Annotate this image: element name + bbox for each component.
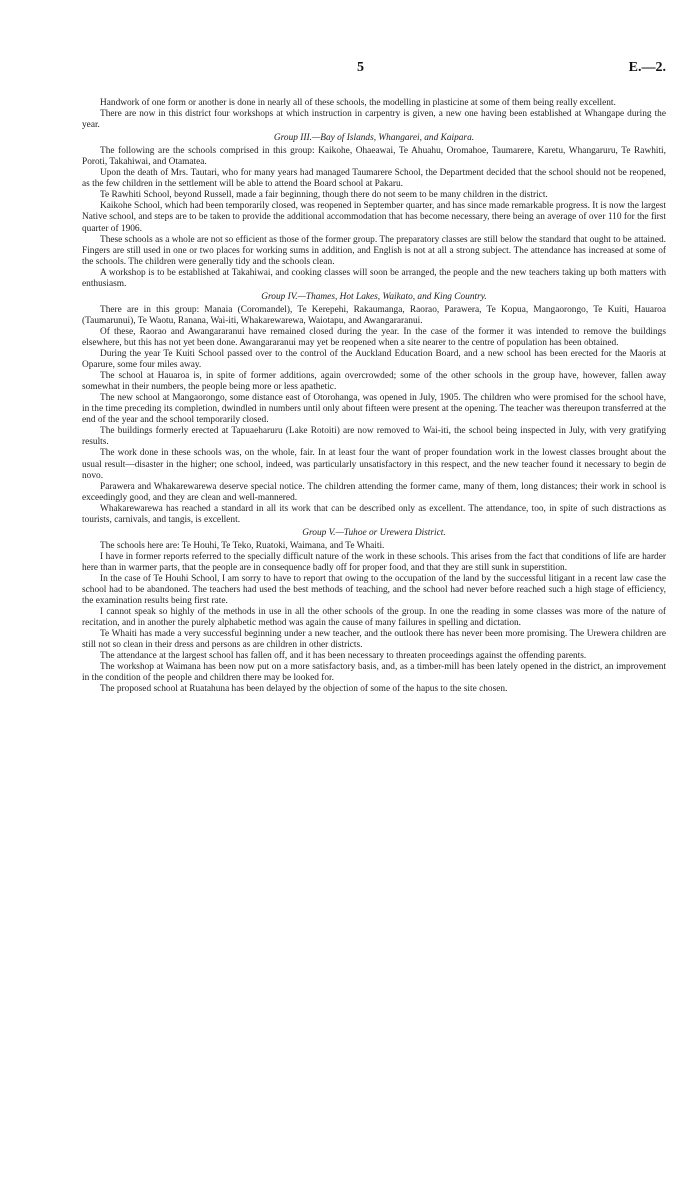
paragraph: The work done in these schools was, on the whole, fair. In at least four the want of proper foundation work in the lowest classes brought about the usual result—disaster in the higher; one school, indeed, was particularly unsatisfactory in this respect, and the new teacher found it necessary to begin de novo. [82,448,666,481]
document-body [82,98,666,695]
document-reference: E.—2. [628,60,666,75]
paragraph: Te Whaiti has made a very successful beginning under a new teacher, and the outlook there has never been more promising. The Urewera children are still not so clean in their dress and persons as are children in other districts. [82,629,666,651]
paragraph: The proposed school at Ruatahuna has been delayed by the objection of some of the hapus to the site chosen. [100,684,508,695]
paragraph: The buildings formerly erected at Tapuaeharuru (Lake Rotoiti) are now removed to Wai-iti, the school being inspected in July, with very gratifying results. [82,426,666,448]
paragraph: The workshop at Waimana has been now put on a more satisfactory basis, and, as a timber-mill has been lately opened in the district, an improvement in the condition of the people and children there may be looked for. [82,662,666,684]
paragraph: The attendance at the largest school has fallen off, and it has been necessary to threaten proceedings against the offending parents. [100,651,587,662]
paragraph: The following are the schools comprised in this group: Kaikohe, Ohaeawai, Te Ahuahu, Oromahoe, Taumarere, Karetu, Whangaruru, Te Rawhiti, Poroti, Takahiwai, and Otamatea. [82,146,666,168]
section-heading-group-5: Group V.—Tuhoe or Urewera District. [302,527,446,538]
paragraph: I have in former reports referred to the specially difficult nature of the work in these schools. This arises from the fact that conditions of life are harder here than in warmer parts, that the people are in consequence badly off for proper food, and that they are still sunk in superstition. [82,551,666,573]
paragraph: These schools as a whole are not so efficient as those of the former group. The preparatory classes are still below the standard that ought to be attained. Fingers are still used in one or two places for working sums in addition, and English is not at all a strong subject. The attendance has increased at some of the schools. The children were generally tidy and the schools clean. [82,234,666,267]
paragraph: I cannot speak so highly of the methods in use in all the other schools of the group. In one the reading in some classes was more of the nature of recitation, and in another the purely alphabetic method was again the cause of many failures in spelling and dictation. [82,607,666,629]
paragraph: Whakarewarewa has reached a standard in all its work that can be described only as excellent. The attendance, too, in spite of such distractions as tourists, carnivals, and tangis, is excellent. [82,503,666,525]
paragraph: A workshop is to be established at Takahiwai, and cooking classes will soon be arranged, the people and the new teachers taking up both matters with enthusiasm. [82,267,666,289]
paragraph: The new school at Mangaorongo, some distance east of Otorohanga, was opened in July, 1905. The children who were promised for the school have, in the time preceding its completion, dwindled in numbers until only about fifteen were present at the opening. The teacher was thereupon transferred at the end of the year and the school temporarily closed. [82,393,666,426]
section-heading-group-3: Group III.—Bay of Islands, Whangarei, and Kaipara. [273,133,475,144]
paragraph: Upon the death of Mrs. Tautari, who for many years had managed Taumarere School, the Department decided that the school should not be reopened, as the few children in the settlement will be able to attend the Board school at Pakaru. [82,168,666,190]
page-number: 5 [357,60,364,75]
paragraph: Of these, Raorao and Awangararanui have remained closed during the year. In the case of the former it was intended to remove the buildings elsewhere, but this has not yet been done. Awangararanui may yet be reopened when a site nearer to the centre of population has been obtained. [82,326,666,348]
paragraph: The school at Hauaroa is, in spite of former additions, again overcrowded; some of the other schools in the group have, however, fallen away somewhat in their numbers, the people being more or less apathetic. [82,371,666,393]
section-heading-group-4: Group IV.—Thames, Hot Lakes, Waikato, and King Country. [261,291,487,302]
paragraph: The schools here are: Te Houhi, Te Teko, Ruatoki, Waimana, and Te Whaiti. [100,540,385,551]
paragraph: Parawera and Whakarewarewa deserve special notice. The children attending the former came, many of them, long distances; their work in school is exceedingly good, and they are clean and well-mannered. [82,481,666,503]
paragraph: Handwork of one form or another is done in nearly all of these schools, the modelling in plasticine at some of them being really excellent. [100,98,616,108]
page-header [82,60,666,80]
paragraph: During the year Te Kuiti School passed over to the control of the Auckland Education Board, and a new school has been erected for the Maoris at Oparure, some four miles away. [82,349,666,371]
paragraph: There are in this group: Manaia (Coromandel), Te Kerepehi, Rakaumanga, Raorao, Parawera, Te Kopua, Mangaorongo, Te Kuiti, Hauaroa (Taumarunui), Te Waotu, Ranana, Wai-iti, Whakarewarewa, Waiotapu, and Awangararanui. [82,304,666,326]
paragraph: In the case of Te Houhi School, I am sorry to have to report that owing to the occupation of the land by the successful litigant in a recent law case the school had to be abandoned. The teachers had used the best methods of teaching, and the school had never before reached such a high stage of efficiency, the examination results being first rate. [82,573,666,607]
paragraph: Kaikohe School, which had been temporarily closed, was reopened in September quarter, and has since made remarkable progress. It is now the largest Native school, and steps are to be taken to provide the additional accommodation that has become necessary, there being an average of over 110 for the first quarter of 1906. [82,201,666,234]
paragraph: There are now in this district four workshops at which instruction in carpentry is given, a new one having been established at Whangape during the year. [82,109,666,131]
paragraph: Te Rawhiti School, beyond Russell, made a fair beginning, though there do not seem to be many children in the district. [100,190,548,201]
